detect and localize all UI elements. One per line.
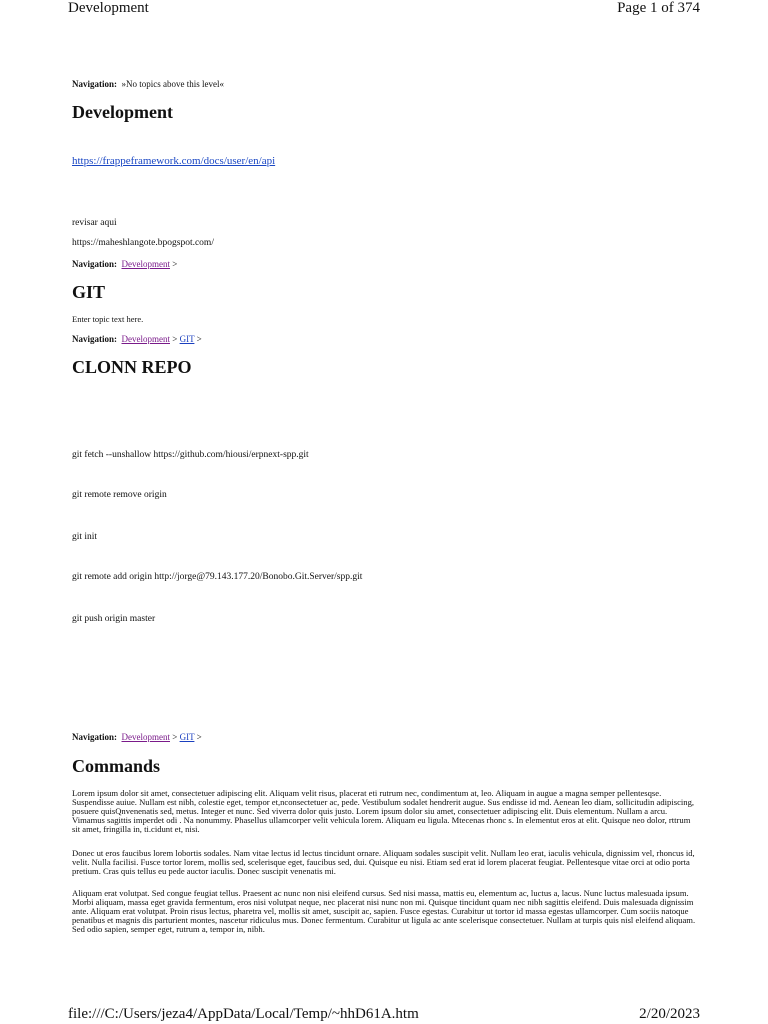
navigation-bar-development — [72, 259, 177, 269]
navigation-bar-top — [72, 79, 224, 89]
page-header-title: Development — [68, 0, 149, 16]
navigation-label: Navigation: — [72, 259, 117, 269]
section-title-git: GIT — [72, 282, 106, 302]
navigation-bar-commands — [72, 732, 202, 742]
section-title-commands: Commands — [72, 756, 161, 776]
api-docs-link[interactable]: https://frappeframework.com/docs/user/en/api — [72, 155, 276, 167]
breadcrumb-development-link[interactable]: Development — [121, 259, 170, 269]
breadcrumb-development-link[interactable]: Development — [121, 334, 170, 344]
breadcrumb-separator: > — [196, 732, 202, 742]
note-revisar: revisar aqui — [72, 218, 117, 228]
footer-date: 2/20/2023 — [639, 1006, 700, 1022]
breadcrumb-separator: > — [172, 334, 178, 344]
navigation-bar-git — [72, 334, 202, 344]
git-command-remote-remove: git remote remove origin — [72, 490, 167, 500]
breadcrumb-development-link[interactable]: Development — [121, 732, 170, 742]
git-command-remote-add: git remote add origin http://jorge@79.143.177.20/Bonobo.Git.Server/spp.git — [72, 572, 363, 582]
git-command-init: git init — [72, 532, 98, 542]
commands-paragraph-1: Lorem ipsum dolor sit amet, consectetuer adipiscing elit. Aliquam velit risus, placerat eti rutrum nec, condimentum at, leo. Aliquam in augue a magna semper pellentesqse. Suspendisse auiue. Nullam est nibh, colestie eget, tempor et,nconsectetuer ac, pede. Vestibulum sodalet hendrerit augue. Sus endisse id md. Aenean leo diam, sollicitudin adipiscing, posuere quisQnvenenatis sed, metus. Integer et nunc. Sed viverra dolor quis justo. Lorem ipsum dolor siu amet, consectetuer adipiscing elit. Duis elementum. Nullam a arcu. Vimamus sagittis imperdet odi . Na nonummy. Phasellus ullamcorper velit vehicula lorem. Aliquam eu ligula. Mtecenas rhonc s. In elementut eros at elit. Quisque neo dolor, rttrum sit amet, fringilla in, ti.cidunt et, nisi. — [72, 788, 695, 835]
navigation-label: Navigation: — [72, 334, 117, 344]
page-number: Page 1 of 374 — [617, 0, 700, 16]
navigation-text: »No topics above this level« — [121, 79, 224, 89]
git-command-fetch: git fetch --unshallow https://github.com/hiousi/erpnext-spp.git — [72, 450, 309, 460]
footer-file-path: file:///C:/Users/jeza4/AppData/Local/Temp/~hhD61A.htm — [68, 1006, 419, 1022]
section-title-clonn-repo: CLONN REPO — [72, 357, 192, 377]
breadcrumb-separator: > — [172, 732, 178, 742]
breadcrumb-git-link[interactable]: GIT — [179, 732, 195, 742]
commands-paragraph-2: Donec ut eros faucibus lorem lobortis sodales. Nam vitae lectus id lectus tincidunt ornare. Aliquam sodales suscipit velit. Nullam leo erat, iaculis vehicula, dignissim vel, rhoncus id, velit. Nulla facilisi. Fusce tortor lorem, mollis sed, scelerisque eget, faucibus sed, dui. Quisque eu nisi. Etiam sed erat id lorem placerat feugiat. Pellentesque vitae orci at odio porta pretium. Cras quis tellus eu pede auctor iaculis. Donec suscipit venenatis mi. — [72, 848, 695, 877]
breadcrumb-git-link[interactable]: GIT — [179, 334, 195, 344]
navigation-label: Navigation: — [72, 732, 117, 742]
commands-paragraph-3: Aliquam erat volutpat. Sed congue feugiat tellus. Praesent ac nunc non nisi eleifend cursus. Sed nisi massa, mattis eu, elementum ac, luctus a, lacus. Nunc luctus malesuada ipsum. Morbi aliquam, massa eget gravida fermentum, eros nisi volutpat neque, nec placerat nisi nunc non mi. Quisque tincidunt quam nec nibh sagittis eleifend. Duis malesuada dignissim ante. Aliquam erat volutpat. Proin risus lectus, pharetra vel, mollis sit amet, suscipit ac, sapien. Fusce egestas. Curabitur ut tortor id massa egestas ullamcorper. Cum sociis natoque penatibus et magnis dis parturient montes, nascetur ridiculus mus. Donec fermentum. Curabitur ut ligula ac ante scelerisque consectetuer. Nullam at turpis quis nisl eleifend aliquam. Sed odio sapien, semper eget, rutrum a, tempor in, nibh. — [72, 888, 696, 935]
breadcrumb-separator: > — [172, 259, 178, 269]
breadcrumb-separator: > — [196, 334, 202, 344]
navigation-label: Navigation: — [72, 79, 117, 89]
note-blog-url: https://maheshlangote.bpogspot.com/ — [72, 238, 214, 248]
section-title-development: Development — [72, 102, 173, 122]
git-topic-text: Enter topic text here. — [72, 314, 144, 324]
git-command-push: git push origin master — [72, 614, 156, 624]
